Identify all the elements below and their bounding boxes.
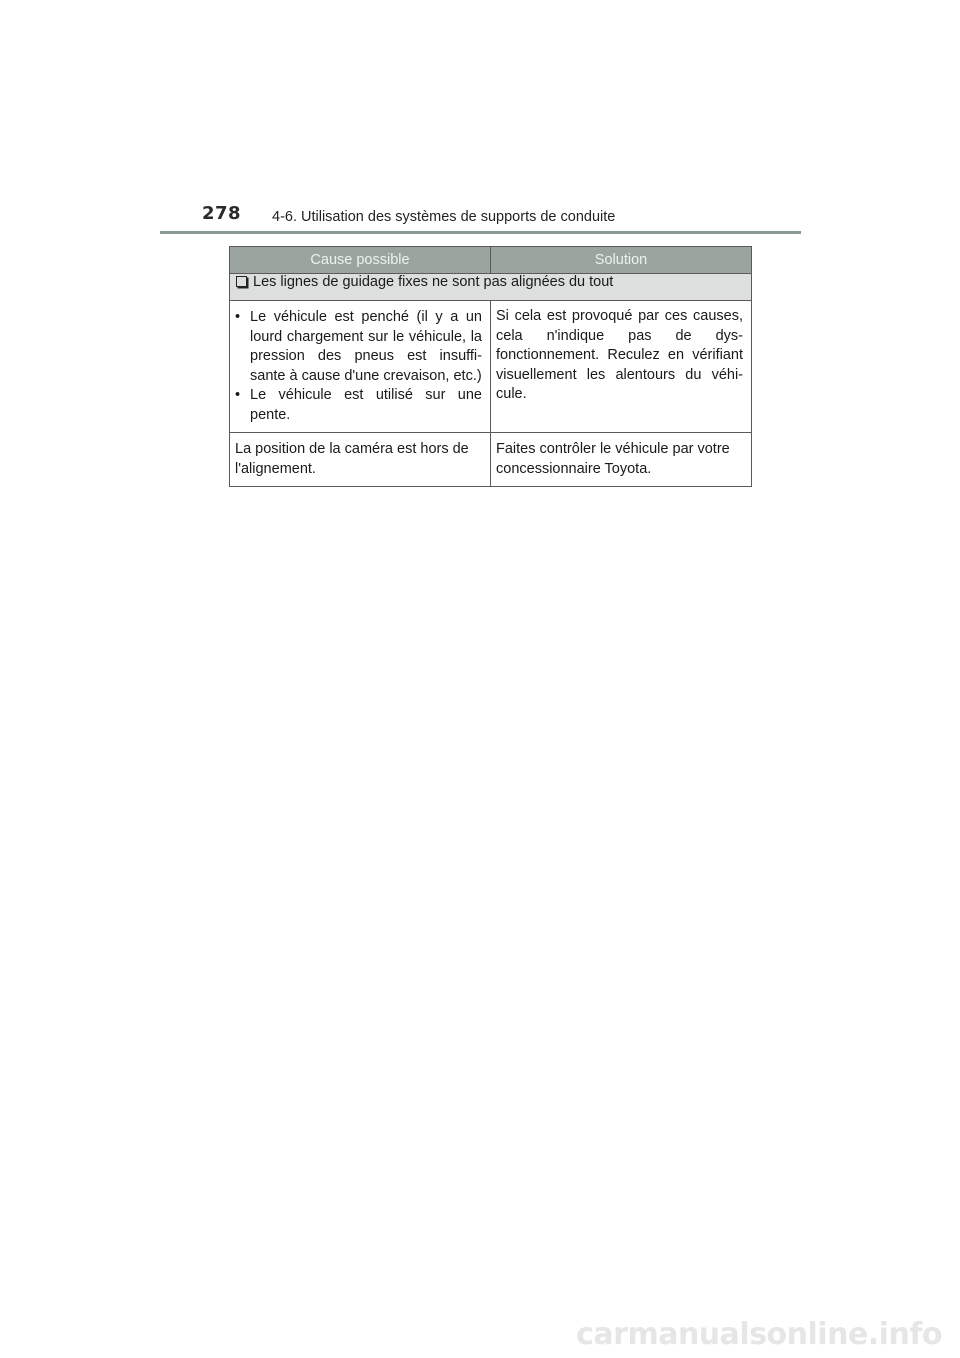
list-item xyxy=(235,308,482,386)
cause-text: Le véhicule est penché (il y a un lourd chargement sur le véhicule, la pression des pneus est insuffi- sante à cause d'une crevaison, etc.) xyxy=(250,309,482,384)
bullet-icon: • xyxy=(235,387,241,403)
cause-cell xyxy=(230,301,491,433)
troubleshooting-table xyxy=(229,246,752,487)
cause-text: La position de la caméra est hors de l'alignement. xyxy=(235,441,469,477)
table-row xyxy=(230,301,752,433)
list-item xyxy=(235,386,482,425)
section-heading-text: Les lignes de guidage fixes ne sont pas alignées du tout xyxy=(253,274,614,290)
bullet-icon: • xyxy=(235,309,241,325)
section-heading-cell xyxy=(230,274,752,301)
solution-cell xyxy=(491,433,752,487)
watermark: carmanualsonline.info xyxy=(576,1317,942,1352)
page-number: 278 xyxy=(202,203,242,224)
cause-cell xyxy=(230,433,491,487)
header-rule xyxy=(160,231,801,234)
checkbox-square-icon xyxy=(236,276,247,287)
section-title: 4-6. Utilisation des systèmes de supports de conduite xyxy=(272,209,616,225)
section-heading-row xyxy=(230,274,752,301)
solution-cell xyxy=(491,301,752,433)
table-header-row xyxy=(230,247,752,274)
solution-text: Si cela est provoqué par ces causes, cela n'indique pas de dys- fonctionnement. Reculez en vérifiant visuellement les alentours du véhi- cule. xyxy=(496,308,743,402)
table-row xyxy=(230,433,752,487)
cause-text: Le véhicule est utilisé sur une pente. xyxy=(250,387,482,423)
cause-list xyxy=(235,308,482,425)
column-header-solution: Solution xyxy=(491,247,752,274)
solution-text: Faites contrôler le véhicule par votre concessionnaire Toyota. xyxy=(496,441,730,477)
column-header-cause: Cause possible xyxy=(230,247,491,274)
